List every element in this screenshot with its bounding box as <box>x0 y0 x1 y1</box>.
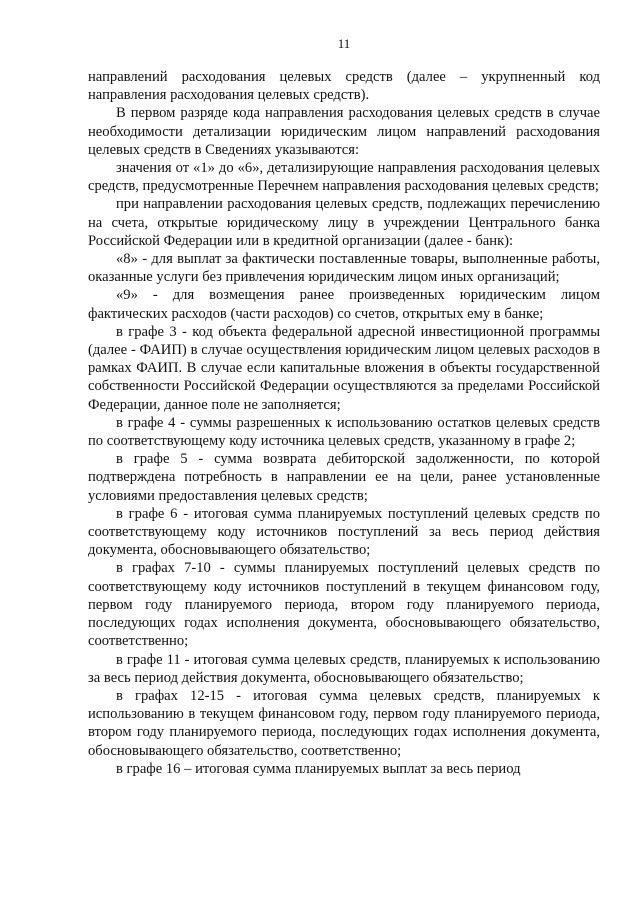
paragraph-9: в графе 5 - сумма возврата дебиторской задолженности, по которой подтверждена потребность в направлении ее на цели, ранее установленные условиями предоставления целевых средств; <box>88 451 600 504</box>
paragraph-8: в графе 4 - суммы разрешенных к использованию остатков целевых средств по соответствующему коду источника целевых средств, указанному в графе 2; <box>88 414 600 450</box>
paragraph-10: в графе 6 - итоговая сумма планируемых поступлений целевых средств по соответствующему коду источников поступлений за весь период действия документа, обосновывающего обязательство; <box>88 505 600 559</box>
paragraph-11: в графах 7-10 - суммы планируемых поступлений целевых средств по соответствующему коду источников поступлений в текущем финансовом году, первом году планируемого периода, втором году планируемого периода, последующих годах исполнения документа, обосновывающего обязательство, соответственно; <box>88 560 600 650</box>
paragraph-4: при направлении расходования целевых средств, подлежащих перечислению на счета, открытые юридическому лицу в учреждении Центрального банка Российской Федерации или в кредитной организации (далее - банк): <box>88 196 600 249</box>
paragraph-13: в графах 12-15 - итоговая сумма целевых средств, планируемых к использованию в текущем финансовом году, первом году планируемого периода, втором году планируемого периода, последующих годах исполнения документа, обосновывающего обязательство, соответственно; <box>88 687 600 759</box>
document-body <box>88 68 600 778</box>
paragraph-14: в графе 16 – итоговая сумма планируемых выплат за весь период <box>116 760 521 777</box>
paragraph-7: в графе 3 - код объекта федеральной адресной инвестиционной программы (далее - ФАИП) в случае осуществления юридическим лицом целевых расходов в рамках ФАИП. В случае если капитальные вложения в объекты государственной собственности Российской Федерации осуществляются за пределами Российской Федерации, данное поле не заполняется; <box>88 323 600 413</box>
paragraph-5: «8» - для выплат за фактически поставленные товары, выполненные работы, оказанные услуги без привлечения юридическим лицом иных организаций; <box>88 251 600 286</box>
paragraph-6: «9» - для возмещения ранее произведенных юридическим лицом фактических расходов (части расходов) со счетов, открытых ему в банке; <box>88 287 600 322</box>
page-number: 11 <box>337 36 351 51</box>
paragraph-1: направлений расходования целевых средств (далее – укрупненный код направления расходования целевых средств). <box>88 69 600 104</box>
paragraph-3: значения от «1» до «6», детализирующие направления расходования целевых средств, предусмотренные Перечнем направления расходования целевых средств; <box>88 160 600 195</box>
paragraph-12: в графе 11 - итоговая сумма целевых средств, планируемых к использованию за весь период действия документа, обосновывающего обязательство; <box>88 651 600 686</box>
paragraph-2: В первом разряде кода направления расходования целевых средств в случае необходимости детализации юридическим лицом направлений расходования целевых средств в Сведениях указываются: <box>88 105 600 158</box>
